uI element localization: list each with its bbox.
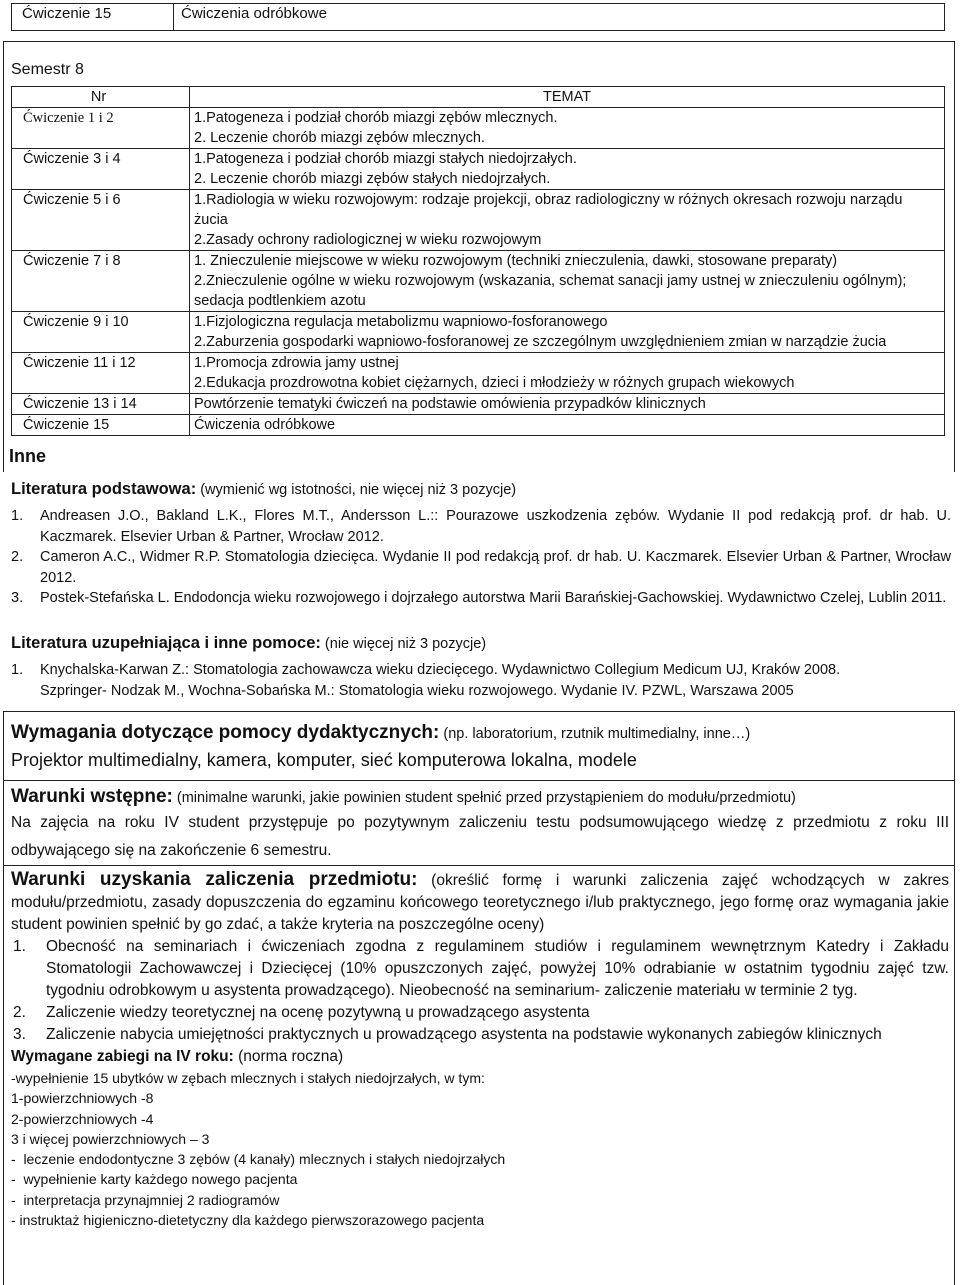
lit-uzup-note: (nie więcej niż 3 pozycje) [320,636,487,652]
exercise-topic [190,415,945,436]
topic-line: 2. Leczenie chorób miazgi zębów mlecznych. [194,130,485,146]
list-item-text: Postek-Stefańska L. Endodoncja wieku rozwojowego i dojrzałego autorstwa Marii Barańskiej-Gachowskiej. Wydawnictwo Czelej, Lublin 2011. [40,590,947,606]
zabiegi-heading: Wymagane zabiegi na IV roku: [11,1048,234,1065]
exercise-nr: Ćwiczenie 11 i 12 [12,353,190,394]
topic-line: 1.Fizjologiczna regulacja metabolizmu wapniowo-fosforanowego [194,314,608,330]
list-item-text: Knychalska-Karwan Z.: Stomatologia zachowawcza wieku dziecięcego. Wydawnictwo Collegium Medicum UJ, Kraków 2008. [40,662,841,678]
top-row-nr: Ćwiczenie 15 [12,4,174,31]
warunki-wstepne-text: Na zajęcia na roku IV student przystępuje po pozytywnym zaliczeniu testu podsumowującego wiedzę z przedmiotu z roku III odbywającego się na zakończenie 6 semestru. [11,814,949,859]
list-item-number: 1. [11,508,24,524]
header-nr: Nr [12,87,190,108]
warunki-wstepne-note: (minimalne warunki, jakie powinien student spełnić przed przystąpieniem do modułu/przedmiotu) [172,790,796,806]
exercise-topic [190,190,945,251]
list-item-text: Cameron A.C., Widmer R.P. Stomatologia dziecięca. Wydanie II pod redakcją prof. dr hab. U. Kaczmarek. Elsevier Urban & Partner, Wrocław 2012. [40,549,951,586]
zabieg-item: 3 i więcej powierzchniowych – 3 [11,1130,210,1147]
list-item-number: 1. [11,662,24,678]
previous-table-last-row [11,3,945,31]
warunki-zal-heading: Warunki uzyskania zaliczenia przedmiotu: [11,869,418,890]
table-row [12,149,945,190]
list-item-text: Szpringer- Nodzak M., Wochna-Sobańska M.: Stomatologia wieku rozwojowego. Wydanie IV. PZWL, Warszawa 2005 [40,682,794,699]
zabieg-item: - interpretacja przynajmniej 2 radiogramów [11,1191,280,1208]
table-row [12,108,945,149]
zabieg-item: -wypełnienie 15 ubytków w zębach mlecznych i stałych niedojrzałych, w tym: [11,1070,485,1086]
topic-line: 1. Znieczulenie miejscowe w wieku rozwojowym (techniki znieczulenia, dawki, stosowane preparaty) [194,253,838,269]
list-item-text: Zaliczenie nabycia umiejętności praktycznych u prowadzącego asystenta na podstawie wykonanych zabiegów klinicznych [46,1026,882,1043]
topic-line: 1.Patogeneza i podział chorób miazgi zębów mlecznych. [194,110,558,126]
wymagania-heading: Wymagania dotyczące pomocy dydaktycznych: [11,722,440,743]
list-item [11,681,951,702]
list-item-number: 2. [13,1004,26,1021]
zabiegi-list [11,1068,949,1230]
list-item [11,1024,949,1046]
lit-podstawowa [11,480,951,609]
table-row [12,190,945,251]
table-row [12,353,945,394]
wymagania-text: Projektor multimedialny, kamera, komputer, sieć komputerowa lokalna, modele [11,750,637,770]
exercise-nr: Ćwiczenie 1 i 2 [12,108,190,149]
top-row-temat: Ćwiczenia odróbkowe [174,4,945,31]
table-row [12,251,945,312]
exercise-topic [190,149,945,190]
list-item-text: Obecność na seminariach i ćwiczeniach zgodna z regulaminem studiów i regulaminem wewnętrznym Katedry i Zakładu Stomatologii Zachowawczej i Dziecięcej (10% opuszczonych zajęć, powyżej 10% odrabianie w ostatnim tygodniu zajęć tzw. tygodniu odrobkowym u asystenta prowadzącego). Nieobecność na seminarium- zaliczenie materiału w terminie 2 tyg. [46,938,949,999]
table-row [12,312,945,353]
list-item [11,660,951,681]
zabiegi-note: (norma roczna) [233,1048,344,1065]
zabieg-item: - wypełnienie karty każdego nowego pacjenta [11,1171,298,1188]
warunki-zaliczenia-section [11,869,949,1230]
table-row [12,415,945,436]
lit-uzupelniajaca [11,634,951,701]
warunki-zal-list [11,936,949,1046]
exercise-nr: Ćwiczenie 7 i 8 [12,251,190,312]
table-row [12,394,945,415]
topic-line: 2.Edukacja prozdrowotna kobiet ciężarnych, dzieci i młodzieży w różnych grupach wiekowych [194,375,795,391]
exercise-topic [190,353,945,394]
exercise-nr: Ćwiczenie 9 i 10 [12,312,190,353]
warunki-wstepne-heading: Warunki wstępne: [11,786,173,807]
exercise-nr: Ćwiczenie 3 i 4 [12,149,190,190]
exercise-nr: Ćwiczenie 5 i 6 [12,190,190,251]
warunki-zal-note: (określić formę i warunki zaliczenia zajęć wchodzących w zakres modułu/przedmiotu, zasady dopuszczenia do egzaminu końcowego teoretycznego i/lub praktycznego, jego formę oraz wymagania jakie student powinien spełnić by go zdać, a także kryteria na poszczególne oceny) [11,872,949,933]
list-item [11,1002,949,1024]
list-item-text: Zaliczenie wiedzy teoretycznej na ocenę pozytywną u prowadzącego asystenta [46,1004,590,1021]
warunki-wstepne-section [11,786,949,865]
lit-podst-note: (wymienić wg istotności, nie więcej niż 3 pozycje) [196,482,517,498]
list-item-text: Andreasen J.O., Bakland L.K., Flores M.T., Andersson L.:: Pourazowe uszkodzenia zębów. Wydanie II pod redakcją prof. dr hab. U. Kaczmarek. Elsevier Urban & Partner, Wrocław 2012. [40,508,951,545]
list-item [11,506,951,547]
exercise-topic [190,394,945,415]
topic-line: 2.Zasady ochrony radiologicznej w wieku rozwojowym [194,232,542,248]
list-item [11,588,951,609]
list-item-number: 3. [11,590,24,606]
divider [3,780,955,781]
zabieg-item: - instruktaż higieniczno-dietetyczny dla każdego pierwszorazowego pacjenta [11,1212,485,1229]
lit-uzup-list [11,660,951,701]
zabieg-item: - leczenie endodontyczne 3 zębów (4 kanały) mlecznych i stałych niedojrzałych [11,1151,506,1168]
exercise-topic [190,312,945,353]
topic-line: Powtórzenie tematyki ćwiczeń na podstawie omówienia przypadków klinicznych [194,396,706,412]
lit-uzup-heading: Literatura uzupełniająca i inne pomoce: [11,634,321,652]
list-item [11,936,949,1002]
topic-line: 1.Patogeneza i podział chorób miazgi stałych niedojrzałych. [194,151,577,167]
zabieg-item: 2-powierzchniowych -4 [11,1110,154,1127]
wymagania-note: (np. laboratorium, rzutnik multimedialny, inne…) [439,726,751,742]
header-temat: TEMAT [190,87,945,108]
list-item [11,547,951,588]
zabieg-item: 1-powierzchniowych -8 [11,1090,154,1107]
exercise-topic [190,108,945,149]
list-item-number: 2. [11,549,24,565]
exercise-nr: Ćwiczenie 13 i 14 [12,394,190,415]
lit-podst-list [11,506,951,609]
topic-line: 2.Znieczulenie ogólne w wieku rozwojowym (wskazania, schemat sanacji jamy ustnej w znieczuleniu ogólnym); sedacja podtlenkiem azotu [194,273,907,309]
semester-title: Semestr 8 [11,61,84,78]
topic-line: 1.Promocja zdrowia jamy ustnej [194,355,399,371]
exercise-nr: Ćwiczenie 15 [12,415,190,436]
inne-label: Inne [9,446,47,466]
semester-table [11,86,945,436]
topic-line: Ćwiczenia odróbkowe [194,417,336,433]
wymagania-section [11,722,951,771]
lit-podst-heading: Literatura podstawowa: [11,480,197,498]
exercise-topic [190,251,945,312]
topic-line: 2. Leczenie chorób miazgi zębów stałych niedojrzałych. [194,171,551,187]
list-item-number: 3. [13,1026,26,1043]
topic-line: 1.Radiologia w wieku rozwojowym: rodzaje projekcji, obraz radiologiczny w różnych okresach rozwoju narządu żucia [194,192,903,228]
topic-line: 2.Zaburzenia gospodarki wapniowo-fosforanowej ze szczególnym uwzględnieniem zmian w narządzie żucia [194,334,887,350]
divider [3,865,955,866]
list-item-number: 1. [13,938,26,955]
